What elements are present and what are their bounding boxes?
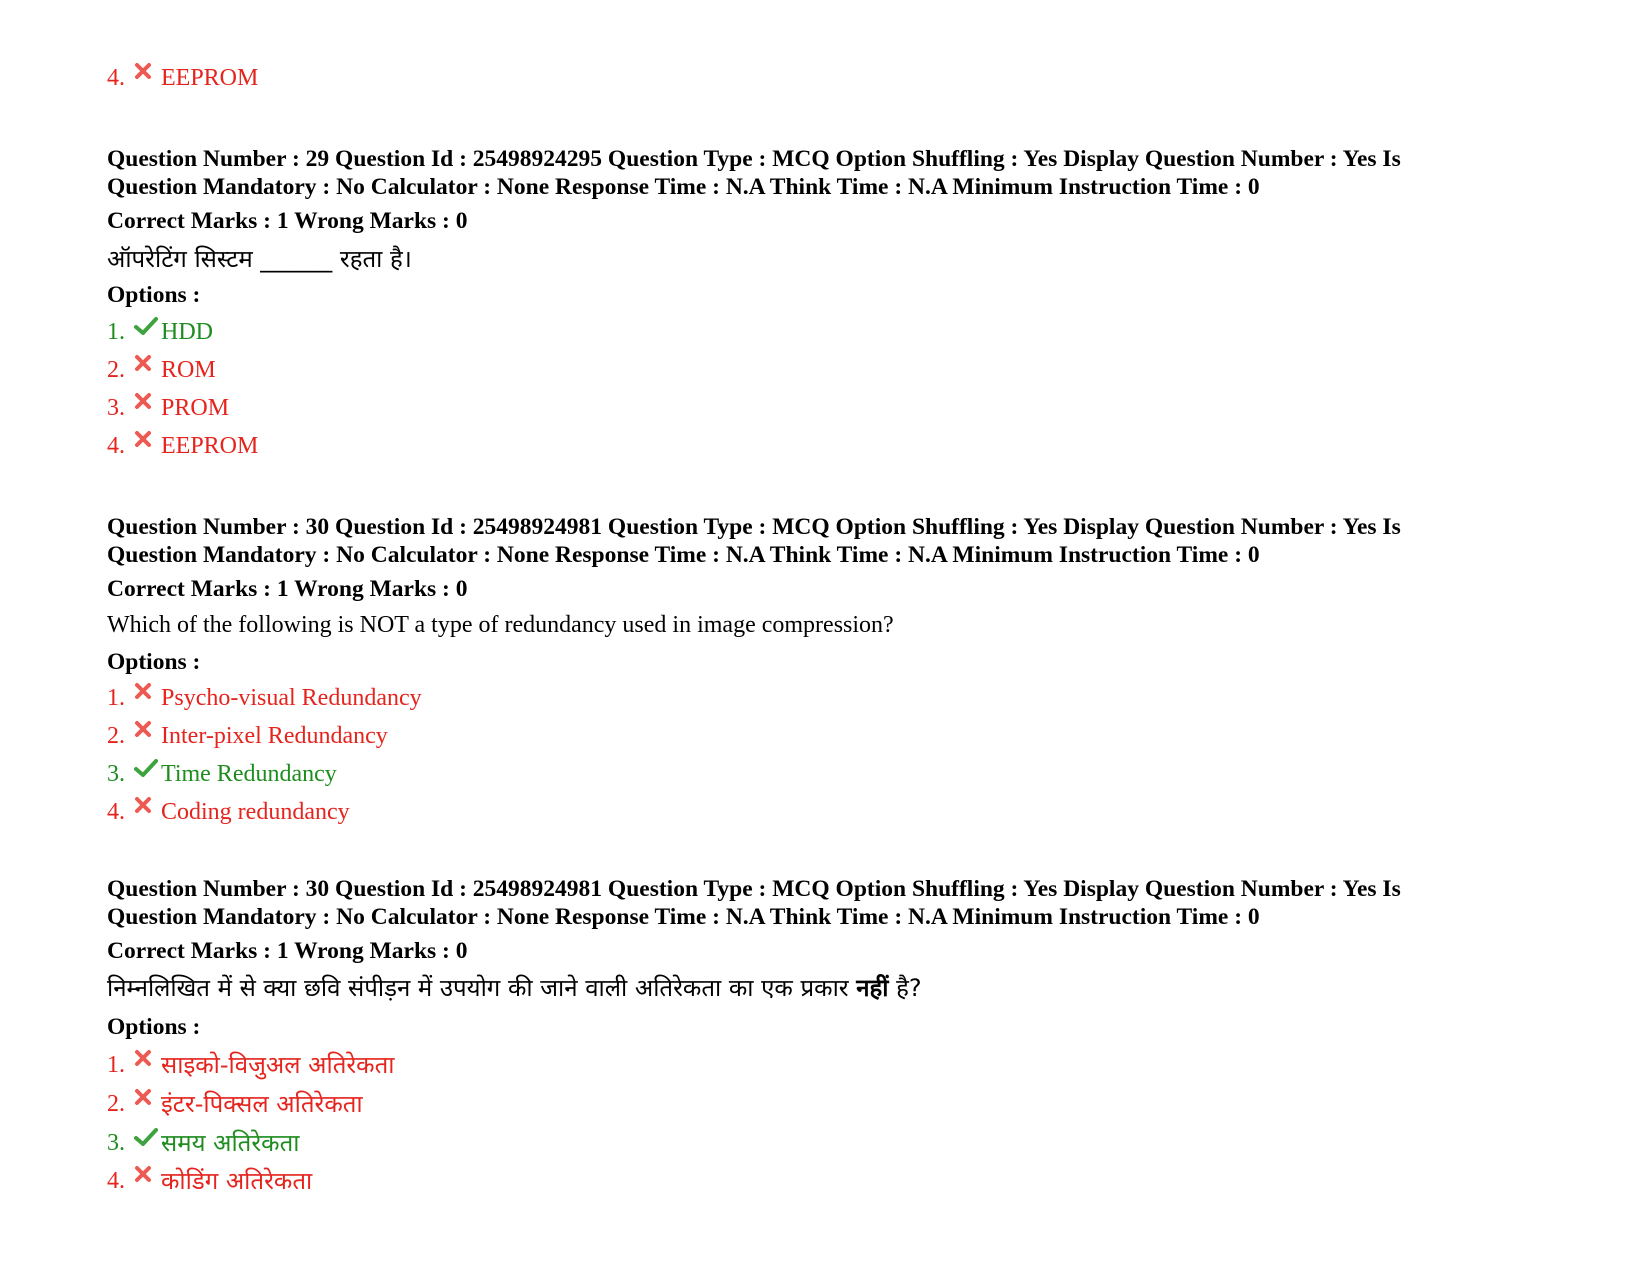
option-text: साइको-विजुअल अतिरेकता xyxy=(161,1051,395,1079)
option-item xyxy=(107,393,229,423)
cross-icon xyxy=(134,686,161,710)
options-label: Options : xyxy=(107,1014,201,1040)
option-item xyxy=(107,797,350,827)
cross-icon xyxy=(134,1169,161,1193)
question-text: Which of the following is NOT a type of redundancy used in image compression? xyxy=(107,612,894,638)
option-text: Time Redundancy xyxy=(161,761,337,787)
option-text: Inter-pixel Redundancy xyxy=(161,723,388,749)
option-text: Coding redundancy xyxy=(161,799,350,825)
option-number: 1. xyxy=(107,319,125,345)
question-meta-line-1: Question Number : 30 Question Id : 25498924981 Question Type : MCQ Option Shuffling : Yes Display Question Number : Yes Is xyxy=(107,514,1401,540)
option-text: ROM xyxy=(161,357,216,383)
cross-icon xyxy=(134,358,161,382)
option-item xyxy=(107,1089,363,1119)
option-number: 3. xyxy=(107,761,125,787)
option-number: 3. xyxy=(107,395,125,421)
cross-icon xyxy=(134,1092,161,1116)
option-text: PROM xyxy=(161,395,230,421)
cross-icon xyxy=(134,800,161,824)
options-label: Options : xyxy=(107,649,201,675)
option-item xyxy=(107,759,337,789)
question-text: ऑपरेटिंग सिस्टम ______ रहता है। xyxy=(107,245,412,273)
cross-icon xyxy=(134,724,161,748)
option-number: 4. xyxy=(107,433,125,459)
cross-icon xyxy=(134,396,161,420)
question-meta-line-2: Question Mandatory : No Calculator : None Response Time : N.A Think Time : N.A Minimum Instruction Time : 0 xyxy=(107,542,1260,568)
option-item xyxy=(107,683,422,713)
option-item xyxy=(107,1128,300,1158)
question-meta-line-2: Question Mandatory : No Calculator : None Response Time : N.A Think Time : N.A Minimum Instruction Time : 0 xyxy=(107,904,1260,930)
check-icon xyxy=(134,762,161,786)
option-number: 1. xyxy=(107,685,125,711)
question-marks: Correct Marks : 1 Wrong Marks : 0 xyxy=(107,208,468,234)
option-number: 4. xyxy=(107,799,125,825)
option-number: 1. xyxy=(107,1052,125,1078)
option-text: HDD xyxy=(161,319,213,345)
option-text: EEPROM xyxy=(161,65,259,91)
option-item xyxy=(107,721,388,751)
question-marks: Correct Marks : 1 Wrong Marks : 0 xyxy=(107,576,468,602)
option-item xyxy=(107,63,258,93)
question-meta-line-2: Question Mandatory : No Calculator : None Response Time : N.A Think Time : N.A Minimum Instruction Time : 0 xyxy=(107,174,1260,200)
cross-icon xyxy=(134,66,161,90)
option-number: 3. xyxy=(107,1130,125,1156)
check-icon xyxy=(134,1131,161,1155)
option-text: EEPROM xyxy=(161,433,259,459)
question-meta-line-1: Question Number : 30 Question Id : 25498924981 Question Type : MCQ Option Shuffling : Yes Display Question Number : Yes Is xyxy=(107,876,1401,902)
option-number: 4. xyxy=(107,65,125,91)
question-text xyxy=(107,973,922,1003)
option-item xyxy=(107,355,216,385)
question-text-part: निम्नलिखित में से क्या छवि संपीड़न में उपयोग की जाने वाली अतिरेकता का एक प्रकार xyxy=(107,974,857,1002)
question-text-emphasis: नहीं xyxy=(856,974,889,1002)
option-number: 2. xyxy=(107,1091,125,1117)
question-meta-line-1: Question Number : 29 Question Id : 25498924295 Question Type : MCQ Option Shuffling : Yes Display Question Number : Yes Is xyxy=(107,146,1401,172)
option-text: Psycho-visual Redundancy xyxy=(161,685,422,711)
option-item xyxy=(107,431,258,461)
option-text: इंटर-पिक्सल अतिरेकता xyxy=(161,1090,363,1118)
options-label: Options : xyxy=(107,282,201,308)
option-number: 2. xyxy=(107,357,125,383)
option-item xyxy=(107,317,213,347)
option-number: 4. xyxy=(107,1168,125,1194)
question-text-part: है? xyxy=(888,974,922,1002)
option-item xyxy=(107,1050,395,1080)
option-text: कोडिंग अतिरेकता xyxy=(161,1167,313,1195)
question-marks: Correct Marks : 1 Wrong Marks : 0 xyxy=(107,938,468,964)
option-number: 2. xyxy=(107,723,125,749)
option-item xyxy=(107,1166,312,1196)
check-icon xyxy=(134,320,161,344)
cross-icon xyxy=(134,1053,161,1077)
cross-icon xyxy=(134,434,161,458)
option-text: समय अतिरेकता xyxy=(161,1129,300,1157)
